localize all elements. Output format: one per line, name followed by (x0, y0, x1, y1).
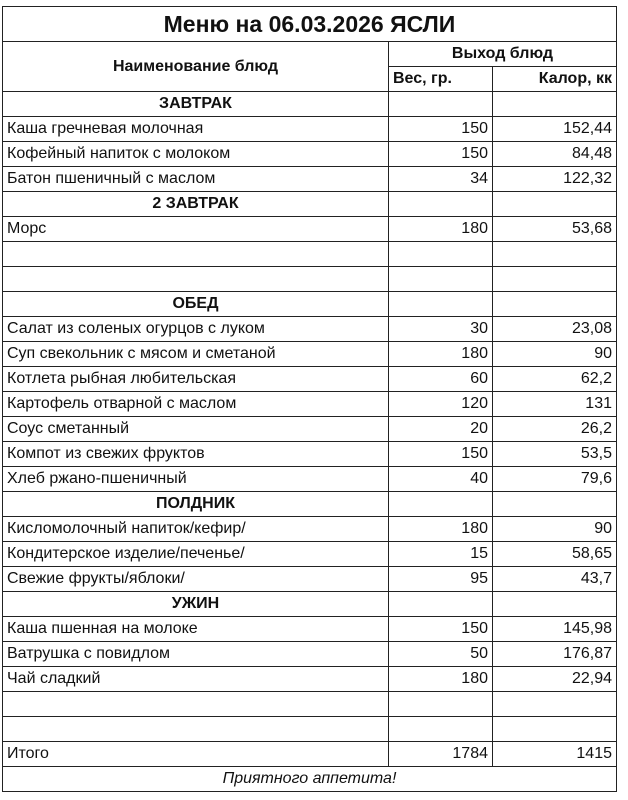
dish-calories: 145,98 (493, 617, 617, 642)
empty-cell (493, 717, 617, 742)
dish-name: Каша пшенная на молоке (3, 617, 389, 642)
dish-name: Хлеб ржано-пшеничный (3, 467, 389, 492)
dish-calories: 122,32 (493, 167, 617, 192)
dish-weight: 180 (389, 517, 493, 542)
dish-weight: 15 (389, 542, 493, 567)
dish-calories: 58,65 (493, 542, 617, 567)
empty-cell (389, 492, 493, 517)
dish-weight: 30 (389, 317, 493, 342)
section-row (3, 292, 617, 317)
empty-cell (389, 292, 493, 317)
dish-calories: 131 (493, 392, 617, 417)
dish-name: Картофель отварной с маслом (3, 392, 389, 417)
total-label: Итого (3, 742, 389, 767)
dish-weight: 180 (389, 342, 493, 367)
empty-cell (389, 592, 493, 617)
empty-cell (389, 192, 493, 217)
dish-name: Кофейный напиток с молоком (3, 142, 389, 167)
empty-cell (3, 267, 389, 292)
dish-calories: 53,5 (493, 442, 617, 467)
empty-row (3, 267, 617, 292)
empty-cell (389, 267, 493, 292)
dish-row (3, 567, 617, 592)
empty-cell (493, 292, 617, 317)
dish-row (3, 117, 617, 142)
section-label: ЗАВТРАК (3, 92, 389, 117)
dish-weight: 50 (389, 642, 493, 667)
dish-weight: 34 (389, 167, 493, 192)
dish-row (3, 442, 617, 467)
dish-name: Соус сметанный (3, 417, 389, 442)
dish-name: Котлета рыбная любительская (3, 367, 389, 392)
dish-weight: 180 (389, 667, 493, 692)
dish-calories: 84,48 (493, 142, 617, 167)
dish-row (3, 217, 617, 242)
empty-cell (493, 267, 617, 292)
dish-row (3, 617, 617, 642)
dish-name: Салат из соленых огурцов с луком (3, 317, 389, 342)
dish-name: Ватрушка с повидлом (3, 642, 389, 667)
dish-weight: 150 (389, 442, 493, 467)
empty-cell (389, 717, 493, 742)
dish-name: Каша гречневая молочная (3, 117, 389, 142)
empty-cell (493, 592, 617, 617)
empty-cell (389, 242, 493, 267)
dish-row (3, 667, 617, 692)
dish-weight: 20 (389, 417, 493, 442)
section-label: УЖИН (3, 592, 389, 617)
total-weight: 1784 (389, 742, 493, 767)
dish-weight: 40 (389, 467, 493, 492)
dish-name: Свежие фрукты/яблоки/ (3, 567, 389, 592)
dish-calories: 43,7 (493, 567, 617, 592)
dish-name: Морс (3, 217, 389, 242)
dish-weight: 150 (389, 117, 493, 142)
header-row (3, 42, 617, 67)
section-row (3, 92, 617, 117)
dish-row (3, 342, 617, 367)
section-row (3, 592, 617, 617)
dish-weight: 150 (389, 142, 493, 167)
empty-cell (389, 692, 493, 717)
dish-weight: 150 (389, 617, 493, 642)
weight-header: Вес, гр. (389, 67, 493, 92)
footer-row (3, 767, 617, 792)
calories-header: Калор, кк (493, 67, 617, 92)
section-row (3, 192, 617, 217)
menu-table (2, 6, 617, 792)
empty-cell (493, 492, 617, 517)
dish-name: Суп свекольник с мясом и сметаной (3, 342, 389, 367)
section-label: 2 ЗАВТРАК (3, 192, 389, 217)
dish-weight: 120 (389, 392, 493, 417)
footer-message: Приятного аппетита! (3, 767, 617, 792)
dish-weight: 180 (389, 217, 493, 242)
dish-calories: 152,44 (493, 117, 617, 142)
dish-calories: 22,94 (493, 667, 617, 692)
dish-row (3, 392, 617, 417)
dish-row (3, 542, 617, 567)
dish-calories: 79,6 (493, 467, 617, 492)
total-calories: 1415 (493, 742, 617, 767)
dish-calories: 26,2 (493, 417, 617, 442)
dish-row (3, 317, 617, 342)
dish-name: Батон пшеничный с маслом (3, 167, 389, 192)
total-row (3, 742, 617, 767)
dish-row (3, 417, 617, 442)
dish-name: Кисломолочный напиток/кефир/ (3, 517, 389, 542)
dish-calories: 62,2 (493, 367, 617, 392)
empty-row (3, 717, 617, 742)
empty-row (3, 242, 617, 267)
section-row (3, 492, 617, 517)
dish-name: Кондитерское изделие/печенье/ (3, 542, 389, 567)
dish-calories: 176,87 (493, 642, 617, 667)
dish-name-header: Наименование блюд (3, 42, 389, 92)
dish-name: Чай сладкий (3, 667, 389, 692)
menu-table-body (3, 7, 617, 792)
output-group-header: Выход блюд (389, 42, 617, 67)
dish-row (3, 517, 617, 542)
empty-cell (389, 92, 493, 117)
empty-cell (3, 242, 389, 267)
empty-cell (493, 692, 617, 717)
empty-row (3, 692, 617, 717)
dish-row (3, 167, 617, 192)
empty-cell (3, 717, 389, 742)
dish-name: Компот из свежих фруктов (3, 442, 389, 467)
dish-calories: 23,08 (493, 317, 617, 342)
dish-weight: 95 (389, 567, 493, 592)
empty-cell (493, 242, 617, 267)
dish-row (3, 467, 617, 492)
dish-calories: 53,68 (493, 217, 617, 242)
title-row (3, 7, 617, 42)
dish-row (3, 367, 617, 392)
dish-row (3, 142, 617, 167)
dish-weight: 60 (389, 367, 493, 392)
empty-cell (493, 192, 617, 217)
section-label: ПОЛДНИК (3, 492, 389, 517)
empty-cell (493, 92, 617, 117)
dish-row (3, 642, 617, 667)
section-label: ОБЕД (3, 292, 389, 317)
dish-calories: 90 (493, 517, 617, 542)
page-title: Меню на 06.03.2026 ЯСЛИ (3, 7, 617, 42)
dish-calories: 90 (493, 342, 617, 367)
empty-cell (3, 692, 389, 717)
